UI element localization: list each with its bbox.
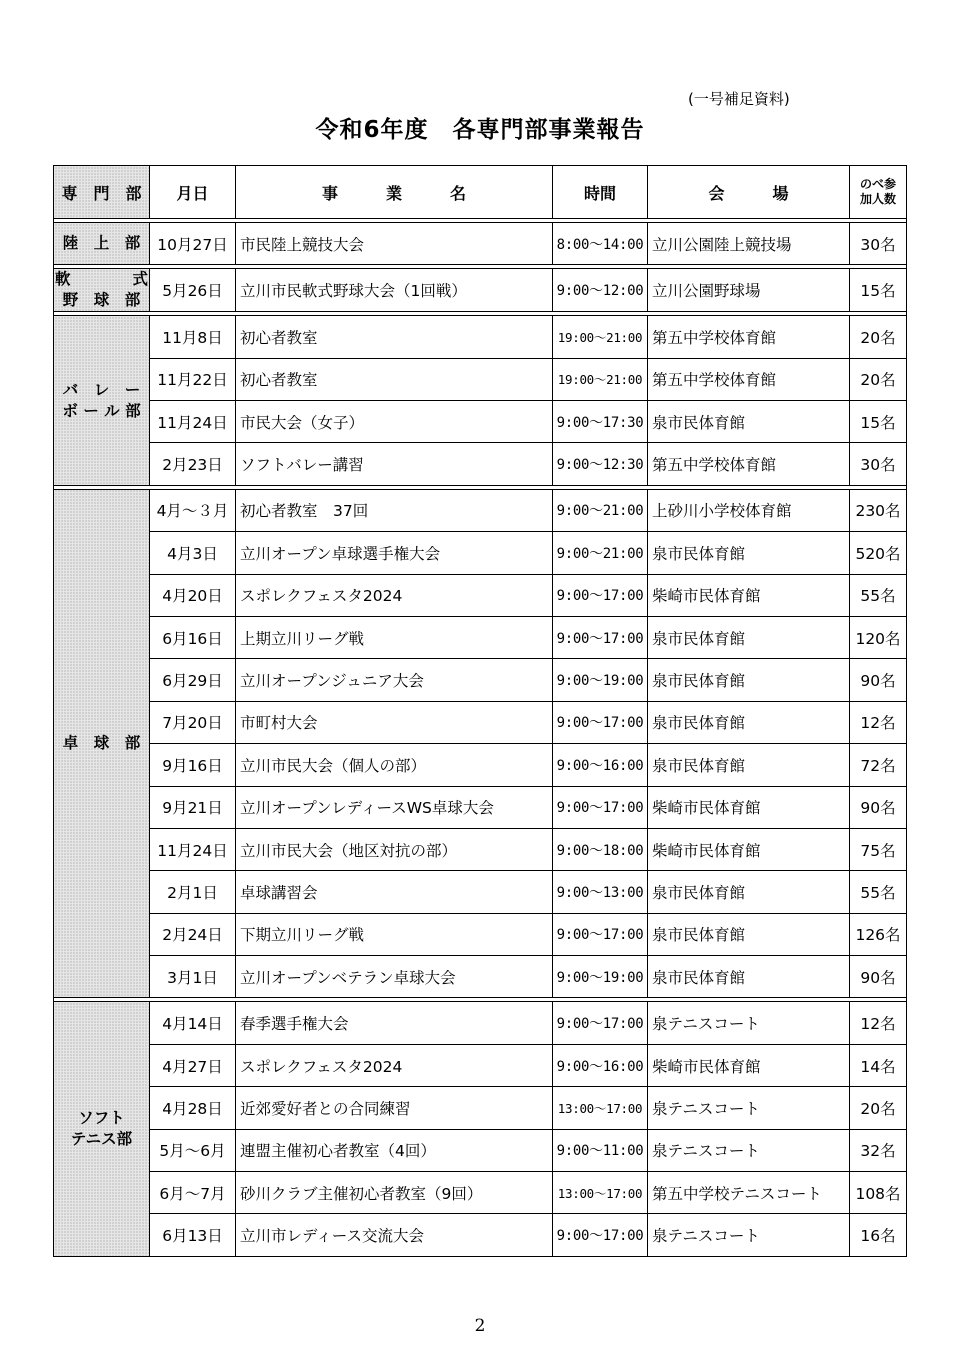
date-cell: 6月～7月 <box>150 1172 236 1214</box>
participants-cell: 20名 <box>850 358 907 400</box>
table-row <box>54 701 907 743</box>
table-row <box>54 956 907 998</box>
participants-cell: 12名 <box>850 701 907 743</box>
venue-cell: 柴崎市民体育館 <box>648 1044 850 1086</box>
participants-cell: 520名 <box>850 532 907 574</box>
table-body <box>54 219 907 1257</box>
time-cell: 9:00～12:30 <box>553 443 648 485</box>
venue-cell: 泉市民体育館 <box>648 401 850 443</box>
date-cell: 11月22日 <box>150 358 236 400</box>
time-cell: 9:00～16:00 <box>553 744 648 786</box>
header-dept: 専 門 部 <box>54 166 150 219</box>
venue-cell: 泉市民体育館 <box>648 956 850 998</box>
dept-label: 卓 球 部 <box>62 734 141 753</box>
table-row <box>54 443 907 485</box>
venue-cell: 泉テニスコート <box>648 1002 850 1044</box>
time-cell: 9:00～17:00 <box>553 616 648 658</box>
table-row <box>54 828 907 870</box>
event-name-cell: 下期立川リーグ戦 <box>236 913 553 955</box>
table-header-row <box>54 166 907 219</box>
event-name-cell: 立川市民大会（地区対抗の部） <box>236 828 553 870</box>
event-name-cell: 春季選手権大会 <box>236 1002 553 1044</box>
event-name-cell: スポレクフェスタ2024 <box>236 574 553 616</box>
participants-cell: 20名 <box>850 1087 907 1129</box>
time-cell: 9:00～19:00 <box>553 956 648 998</box>
date-cell: 9月21日 <box>150 786 236 828</box>
participants-cell: 14名 <box>850 1044 907 1086</box>
event-name-cell: 立川オープンジュニア大会 <box>236 659 553 701</box>
event-name-cell: 卓球講習会 <box>236 871 553 913</box>
event-name-cell: 初心者教室 <box>236 316 553 358</box>
date-cell: 9月16日 <box>150 744 236 786</box>
dept-cell-takkyu <box>54 489 150 998</box>
venue-cell: 第五中学校体育館 <box>648 443 850 485</box>
event-name-cell: 連盟主催初心者教室（4回） <box>236 1129 553 1171</box>
dept-cell-tennis <box>54 1002 150 1256</box>
venue-cell: 泉市民体育館 <box>648 913 850 955</box>
event-name-cell: 市町村大会 <box>236 701 553 743</box>
date-cell: 11月24日 <box>150 828 236 870</box>
header-participants <box>850 166 907 219</box>
date-cell: 5月26日 <box>150 269 236 312</box>
event-name-cell: 立川市民軟式野球大会（1回戦） <box>236 269 553 312</box>
supplement-note: (一号補足資料) <box>688 90 790 108</box>
event-name-cell: スポレクフェスタ2024 <box>236 1044 553 1086</box>
date-cell: 4月20日 <box>150 574 236 616</box>
date-cell: 4月14日 <box>150 1002 236 1044</box>
table-row <box>54 401 907 443</box>
event-name-cell: 市民大会（女子） <box>236 401 553 443</box>
date-cell: 4月28日 <box>150 1087 236 1129</box>
event-name-cell: 上期立川リーグ戦 <box>236 616 553 658</box>
venue-cell: 柴崎市民体育館 <box>648 786 850 828</box>
time-cell: 9:00～17:00 <box>553 1214 648 1256</box>
dept-cell-nanshiki <box>54 269 150 312</box>
dept-cell-rikujo <box>54 223 150 265</box>
participants-cell: 16名 <box>850 1214 907 1256</box>
dept-label-line1: バ レ ー <box>62 380 141 399</box>
event-name-cell: 立川市レディース交流大会 <box>236 1214 553 1256</box>
venue-cell: 第五中学校体育館 <box>648 358 850 400</box>
table-row <box>54 1044 907 1086</box>
time-cell: 13:00～17:00 <box>553 1087 648 1129</box>
venue-cell: 泉テニスコート <box>648 1129 850 1171</box>
venue-cell: 泉テニスコート <box>648 1214 850 1256</box>
date-cell: 6月16日 <box>150 616 236 658</box>
date-cell: 11月24日 <box>150 401 236 443</box>
dept-label-line2: テニス部 <box>70 1130 133 1149</box>
date-cell: 4月27日 <box>150 1044 236 1086</box>
header-time: 時間 <box>553 166 648 219</box>
header-date: 月日 <box>150 166 236 219</box>
venue-cell: 上砂川小学校体育館 <box>648 489 850 531</box>
table-row <box>54 744 907 786</box>
table-row <box>54 871 907 913</box>
participants-cell: 15名 <box>850 269 907 312</box>
event-name-cell: 立川オープンベテラン卓球大会 <box>236 956 553 998</box>
table-row <box>54 358 907 400</box>
date-cell: 2月1日 <box>150 871 236 913</box>
participants-cell: 90名 <box>850 786 907 828</box>
time-cell: 9:00～11:00 <box>553 1129 648 1171</box>
time-cell: 9:00～17:00 <box>553 701 648 743</box>
date-cell: 2月23日 <box>150 443 236 485</box>
venue-cell: 泉市民体育館 <box>648 616 850 658</box>
event-name-cell: 初心者教室 37回 <box>236 489 553 531</box>
time-cell: 19:00～21:00 <box>553 358 648 400</box>
venue-cell: 泉市民体育館 <box>648 871 850 913</box>
dept-label-line1: ソフト <box>78 1109 125 1128</box>
date-cell: 5月～6月 <box>150 1129 236 1171</box>
participants-cell: 108名 <box>850 1172 907 1214</box>
event-name-cell: 市民陸上競技大会 <box>236 223 553 265</box>
participants-cell: 32名 <box>850 1129 907 1171</box>
venue-cell: 泉市民体育館 <box>648 532 850 574</box>
venue-cell: 柴崎市民体育館 <box>648 828 850 870</box>
time-cell: 13:00～17:00 <box>553 1172 648 1214</box>
dept-label-line2: 野 球 部 <box>62 291 141 310</box>
participants-cell: 75名 <box>850 828 907 870</box>
venue-cell: 泉テニスコート <box>648 1087 850 1129</box>
page-number: 2 <box>474 1316 486 1336</box>
dept-label-line2: ボ ー ル 部 <box>62 401 141 420</box>
table-row <box>54 1002 907 1044</box>
header-venue: 会 場 <box>648 166 850 219</box>
time-cell: 9:00～17:30 <box>553 401 648 443</box>
event-name-cell: 立川オープン卓球選手権大会 <box>236 532 553 574</box>
venue-cell: 柴崎市民体育館 <box>648 574 850 616</box>
event-name-cell: 砂川クラブ主催初心者教室（9回） <box>236 1172 553 1214</box>
dept-label-line1: 軟 式 <box>54 270 148 289</box>
date-cell: 4月～３月 <box>150 489 236 531</box>
table-row <box>54 489 907 531</box>
date-cell: 7月20日 <box>150 701 236 743</box>
participants-cell: 126名 <box>850 913 907 955</box>
time-cell: 9:00～18:00 <box>553 828 648 870</box>
event-name-cell: 立川市民大会（個人の部） <box>236 744 553 786</box>
table-row <box>54 1172 907 1214</box>
table-row <box>54 913 907 955</box>
participants-cell: 55名 <box>850 574 907 616</box>
table-row <box>54 223 907 265</box>
time-cell: 9:00～16:00 <box>553 1044 648 1086</box>
event-name-cell: 近郊愛好者との合同練習 <box>236 1087 553 1129</box>
header-participants-text: のべ参加人数 <box>859 177 896 206</box>
participants-cell: 90名 <box>850 659 907 701</box>
time-cell: 9:00～17:00 <box>553 786 648 828</box>
table-row <box>54 574 907 616</box>
time-cell: 19:00～21:00 <box>553 316 648 358</box>
time-cell: 9:00～21:00 <box>553 532 648 574</box>
table-row <box>54 786 907 828</box>
participants-cell: 90名 <box>850 956 907 998</box>
venue-cell: 立川公園野球場 <box>648 269 850 312</box>
venue-cell: 泉市民体育館 <box>648 744 850 786</box>
venue-cell: 立川公園陸上競技場 <box>648 223 850 265</box>
time-cell: 9:00～17:00 <box>553 1002 648 1044</box>
time-cell: 9:00～12:00 <box>553 269 648 312</box>
date-cell: 11月8日 <box>150 316 236 358</box>
time-cell: 8:00～14:00 <box>553 223 648 265</box>
table-row <box>54 1087 907 1129</box>
report-table <box>53 165 907 1257</box>
participants-cell: 15名 <box>850 401 907 443</box>
time-cell: 9:00～13:00 <box>553 871 648 913</box>
date-cell: 10月27日 <box>150 223 236 265</box>
venue-cell: 第五中学校テニスコート <box>648 1172 850 1214</box>
header-event-name: 事 業 名 <box>236 166 553 219</box>
participants-cell: 20名 <box>850 316 907 358</box>
date-cell: 2月24日 <box>150 913 236 955</box>
table-row <box>54 532 907 574</box>
time-cell: 9:00～17:00 <box>553 913 648 955</box>
participants-cell: 72名 <box>850 744 907 786</box>
table-row <box>54 269 907 312</box>
venue-cell: 第五中学校体育館 <box>648 316 850 358</box>
date-cell: 3月1日 <box>150 956 236 998</box>
venue-cell: 泉市民体育館 <box>648 701 850 743</box>
dept-cell-volley <box>54 316 150 486</box>
time-cell: 9:00～19:00 <box>553 659 648 701</box>
event-name-cell: 立川オープンレディースWS卓球大会 <box>236 786 553 828</box>
dept-label: 陸 上 部 <box>62 234 141 253</box>
time-cell: 9:00～17:00 <box>553 574 648 616</box>
table-row <box>54 1214 907 1256</box>
event-name-cell: 初心者教室 <box>236 358 553 400</box>
participants-cell: 120名 <box>850 616 907 658</box>
participants-cell: 30名 <box>850 223 907 265</box>
venue-cell: 泉市民体育館 <box>648 659 850 701</box>
table-row <box>54 1129 907 1171</box>
page-title: 令和6年度 各専門部事業報告 <box>315 117 645 143</box>
participants-cell: 230名 <box>850 489 907 531</box>
time-cell: 9:00～21:00 <box>553 489 648 531</box>
date-cell: 4月3日 <box>150 532 236 574</box>
participants-cell: 55名 <box>850 871 907 913</box>
event-name-cell: ソフトバレー講習 <box>236 443 553 485</box>
table-row <box>54 659 907 701</box>
date-cell: 6月13日 <box>150 1214 236 1256</box>
participants-cell: 12名 <box>850 1002 907 1044</box>
date-cell: 6月29日 <box>150 659 236 701</box>
participants-cell: 30名 <box>850 443 907 485</box>
table-row <box>54 316 907 358</box>
table-row <box>54 616 907 658</box>
